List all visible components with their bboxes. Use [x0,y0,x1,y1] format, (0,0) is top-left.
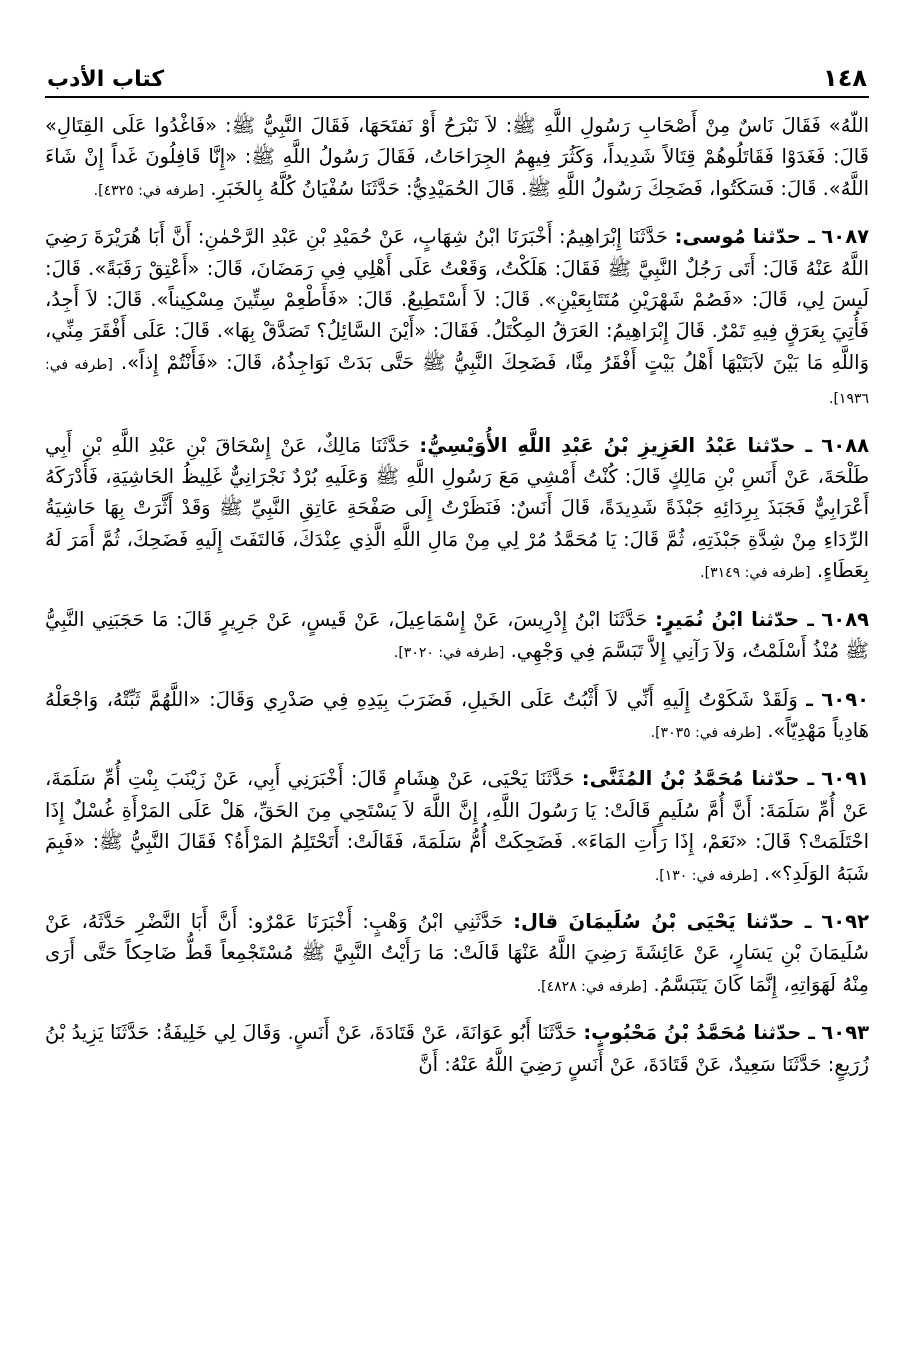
cross-reference: [طرفه في: ٤٨٢٨]. [536,978,648,995]
cross-reference: [طرفه في: ٣٠٢٠]. [393,645,505,662]
page-header [45,60,869,98]
hadith-number: ٦٠٩٣ [821,1021,869,1045]
hadith-number: ٦٠٩٢ [821,909,869,933]
cross-reference: [طرفه في: ٣٠٣٥]. [650,724,762,741]
hadith-paragraph [45,604,869,670]
hadith-paragraph [45,221,869,415]
hadith-text: اللّهُ» فَقَالَ نَاسٌ مِنْ أَصْحَابِ رَسُولِ اللَّهِ ﷺ: لاَ نَبْرَحُ أَوْ نَفتَحَهَا، فَقَالَ النَّبِيُّ ﷺ: «فَاغْدُوا عَلَى القِتَالِ» قَالَ: فَغَدَوْا فَقَاتَلُوهُمْ قِتَالاً شَدِيداً، وَكَثُرَ فِيهِمُ الجِرَاحَاتُ، فَقَالَ رَسُولُ اللَّهِ ﷺ: «إِنَّا قَافِلُونَ غَداً إِنْ شَاءَ اللَّهُ». قَالَ: فَسَكَتُوا، فَضَحِكَ رَسُولُ اللَّهِ ﷺ. قَالَ الحُمَيْدِيُّ: حَدَّثَنَا سُفْيَانُ كُلَّهُ بِالخَبَرِ. [45,114,869,200]
hadith-opening: ـ حدّثنا عَبْدُ العَزِيزِ بْنُ عَبْدِ اللَّهِ الأُوَيْسِيُّ: [419,433,813,457]
hadith-number: ٦٠٨٨ [821,433,870,457]
book-title: كتاب الأدب [47,67,165,92]
page-body [45,110,869,1083]
hadith-text: حَدَّثَنِي ابْنُ وَهْبٍ: أَخْبَرَنَا عَمْرٌو: أَنَّ أَبَا النَّضْرِ حَدَّثَهُ، عَنْ سُلَيمَانَ بْنِ يَسَارٍ، عَنْ عَائِشَةَ رَضِيَ اللَّهُ عَنْهَا قَالَتْ: مَا رَأَيْتُ النَّبِيَّ ﷺ مُسْتَجْمِعاً قَطُّ ضَاحِكاً حَتَّى أَرَى مِنْهُ لَهَوَاتِهِ، إِنَّمَا كَانَ يَتَبَسَّمُ. [45,909,869,996]
hadith-text: حَدَّثَنَا إِبْرَاهِيمُ: أَخْبَرَنَا ابْنُ شِهَابٍ، عَنْ حُمَيْدِ بْنِ عَبْدِ الرَّحْمٰنِ: أَنَّ أَبَا هُرَيْرَةَ رَضِيَ اللَّهُ عَنْهُ قَالَ: أَتَى رَجُلٌ النَّبِيَّ ﷺ فَقَالَ: هَلَكْتُ، وَقَعْتُ عَلَى أَهْلِي فِي رَمَضَانَ، قَالَ: «أَعْتِقْ رَقَبَةً». قَالَ: لَيسَ لِي، قَالَ: «فَصُمْ شَهْرَيْنِ مُتَتَابِعَيْنِ». قَالَ: لاَ أَسْتَطِيعُ. قَالَ: «فَأَطْعِمْ سِتِّينَ مِسْكِيناً». قَالَ: لاَ أَجِدُ، فَأُتِيَ بِعَرَقٍ فِيهِ تَمْرٌ. قَالَ إِبْرَاهِيمُ: العَرَقُ المِكْتَلُ. فَقَالَ: «أَيْنَ السَّائِلُ؟ تَصَدَّقْ بِهَا». قَالَ: عَلَى أَفْقَرَ مِنِّي، وَاللَّهِ مَا بَيْنَ لاَبَتَيْهَا أَهْلُ بَيْتٍ أَفْقَرُ مِنَّا، فَضَحِكَ النَّبِيُّ ﷺ حَتَّى بَدَتْ نَوَاجِذُهُ، قَالَ: «فَأَنْتُمْ إِذاً». [45,225,869,374]
hadith-opening: ـ [806,687,813,711]
hadith-opening: ـ حدّثنا يَحْيَى بْنُ سُلَيمَانَ قال: [513,909,812,933]
hadith-opening: ـ حدّثنا ابْنُ نُمَيرٍ: [655,607,814,631]
hadith-number: ٦٠٩٠ [821,687,870,711]
cross-reference: [طرفه في: ١٣٠]. [654,867,758,884]
hadith-opening: ـ حدّثنا مُحَمَّدُ بْنُ المُثَنَّى: [581,767,815,791]
hadith-opening: ـ حدّثنا مُوسى: [674,225,815,249]
hadith-paragraph [45,684,869,750]
hadith-text: حَدَّثَنَا ابْنُ إِدْرِيسَ، عَنْ إِسْمَاعِيلَ، عَنْ قَيسٍ، عَنْ جَرِيرٍ قَالَ: مَا حَجَبَنِي النَّبِيُّ ﷺ مُنْذُ أَسْلَمْتُ، وَلاَ رَآنِي إِلاَّ تَبَسَّمَ فِي وَجْهِي. [45,607,869,663]
hadith-paragraph [45,763,869,892]
hadith-opening: ـ حدّثنا مُحَمَّدُ بْنُ مَحْبُوبٍ: [583,1021,815,1045]
hadith-text: وَلَقَدْ شَكَوْتُ إِلَيهِ أَنِّي لاَ أَثْبُتُ عَلَى الخَيلِ، فَضَرَبَ بِيَدِهِ فِي صَدْرِي وَقَالَ: «اللَّهُمَّ ثَبِّتْهُ، وَاجْعَلْهُ هَادِياً مَهْدِيّاً». [45,687,869,742]
hadith-number: ٦٠٩١ [821,767,869,791]
hadith-text: حَدَّثَنَا أَبُو عَوَانَةَ، عَنْ قَتَادَةَ، عَنْ أَنَسٍ. وَقَالَ لِي خَلِيفَةُ: حَدَّثَنَا يَزِيدُ بْنُ زُرَيعٍ: حَدَّثَنَا سَعِيدٌ، عَنْ قَتَادَةَ، عَنْ أَنَسٍ رَضِيَ اللَّهُ عَنْهُ: أَنَّ [45,1021,869,1076]
cross-reference: [طرفه في: ٤٣٢٥]. [93,182,205,199]
hadith-paragraph [45,110,869,207]
hadith-paragraph [45,1017,869,1083]
hadith-paragraph [45,430,869,590]
page-number: ١٤٨ [823,64,867,92]
hadith-text: حَدَّثَنَا يَحْيَى، عَنْ هِشَامٍ قَالَ: أَخْبَرَنِي أَبِي، عَنْ زَيْنَبَ بِنْتِ أُمِّ سَلَمَةَ، عَنْ أُمِّ سَلَمَةَ: أَنَّ أُمَّ سُلَيمٍ قَالَتْ: يَا رَسُولَ اللَّهِ، إِنَّ اللَّهَ لاَ يَسْتَحِي مِنَ الحَقِّ، هَلْ عَلَى المَرْأَةِ غُسْلٌ إِذَا احْتَلَمَتْ؟ قَالَ: «نَعَمْ، إِذَا رَأَتِ المَاءَ». فَضَحِكَتْ أُمُّ سَلَمَةَ، فَقَالَتْ: أَتَحْتَلِمُ المَرْأَةُ؟ فَقَالَ النَّبِيُّ ﷺ: «فَبِمَ شَبَهُ الوَلَدِ؟». [45,767,869,885]
cross-reference: [طرفه في: ٣١٤٩]. [700,565,811,582]
cross-reference: [طرفه في: ١٩٣٦]. [45,356,869,408]
hadith-text: حَدَّثَنَا مَالِكٌ، عَنْ إِسْحَاقَ بْنِ عَبْدِ اللَّهِ بْنِ أَبِي طَلْحَةَ، عَنْ أَنَسِ بْنِ مَالِكٍ قَالَ: كُنْتُ أَمْشِي مَعَ رَسُولِ اللَّهِ ﷺ وَعَلَيهِ بُرْدٌ نَجْرَانِيٌّ غَلِيظُ الحَاشِيَةِ، فَأَدْرَكَهُ أَعْرَابِيٌّ فَجَبَذَ بِرِدَائِهِ جَبْذَةً شَدِيدَةً، قَالَ أَنَسٌ: فَنَظَرْتُ إِلَى صَفْحَةِ عَاتِقِ النَّبِيِّ ﷺ وَقَدْ أَثَّرَتْ بِهَا حَاشِيَةُ الرِّدَاءِ مِنْ شِدَّةِ جَبْذَتِهِ، ثُمَّ قَالَ: يَا مُحَمَّدُ مُرْ لِي مِنْ مَالِ اللَّهِ الَّذِي عِنْدَكَ، فَالتَفَتَ إِلَيهِ فَضَحِكَ، ثُمَّ أَمَرَ لَهُ بِعَطَاءٍ. [45,433,869,583]
hadith-paragraph [45,906,869,1003]
hadith-number: ٦٠٨٩ [821,607,870,631]
hadith-number: ٦٠٨٧ [821,225,870,249]
